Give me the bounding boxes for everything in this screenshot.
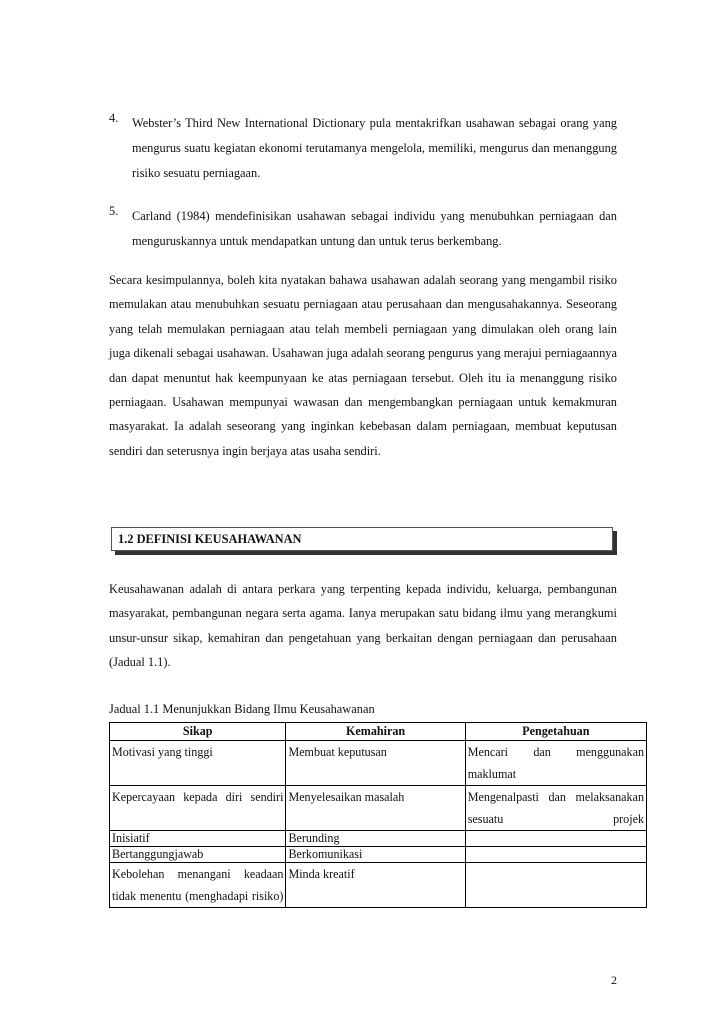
table-cell: Berkomunikasi <box>286 847 465 863</box>
table-cell: Menyelesaikan masalah <box>286 786 465 831</box>
list-number: 4. <box>109 111 119 125</box>
table-cell <box>465 831 646 847</box>
definition-paragraph: Keusahawanan adalah di antara perkara yang terpenting kepada individu, keluarga, pembangunan masyarakat, pembangunan negara serta agama. Ianya merupakan satu bidang ilmu yang merangkumi unsur-unsur sikap, kemahiran dan pengetahuan yang berkaitan dengan perniagaan dan perusahaan (Jadual 1.1). <box>109 582 617 670</box>
table-row <box>110 847 647 863</box>
list-item-4 <box>109 111 617 186</box>
header-sikap: Sikap <box>110 723 286 741</box>
table-row <box>110 831 647 847</box>
header-kemahiran: Kemahiran <box>286 723 465 741</box>
table-cell: Minda kreatif <box>286 863 465 908</box>
table-cell: Kepercayaan kepada diri sendiri <box>110 786 286 831</box>
table-row <box>110 786 647 831</box>
table-caption: Jadual 1.1 Menunjukkan Bidang Ilmu Keusahawanan <box>109 702 375 716</box>
table-cell <box>465 863 646 908</box>
list-text: Webster’s Third New International Dictionary pula mentakrifkan usahawan sebagai orang yang mengurus suatu kegiatan ekonomi terutamanya mengelola, memiliki, mengurus dan menanggung risiko sesuatu perniagaan. <box>132 116 617 180</box>
table-cell: Membuat keputusan <box>286 741 465 786</box>
table-cell: Inisiatif <box>110 831 286 847</box>
table-cell: Bertanggungjawab <box>110 847 286 863</box>
page-number: 2 <box>611 973 617 987</box>
conclusion-paragraph: Secara kesimpulannya, boleh kita nyatakan bahawa usahawan adalah seorang yang mengambil risiko memulakan atau menubuhkan sesuatu perniagaan atau perusahaan dan mengusahakannya. Seseorang yang telah memulakan perniagaan atau telah membeli perniagaan yang dimulakan oleh orang lain juga dikenali sebagai usahawan. Usahawan juga adalah seorang pengurus yang merajui perniagaannya dan dapat menuntut hak keempunyaan ke atas perniagaan tersebut. Oleh itu ia menanggung risiko perniagaan. Usahawan mempunyai wawasan dan mengembangkan perniagaan untuk kemakmuran masyarakat. Ia adalah seseorang yang inginkan kebebasan dalam perniagaan, membuat keputusan sendiri dan seterusnya ingin berjaya atas usaha sendiri. <box>109 273 617 458</box>
section-heading-box <box>111 527 613 551</box>
table-row <box>110 741 647 786</box>
table-cell: Mencari dan menggunakan maklumat <box>465 741 646 786</box>
table-cell: Motivasi yang tinggi <box>110 741 286 786</box>
table-header-row <box>110 723 647 741</box>
table-row <box>110 863 647 908</box>
list-item-5 <box>109 204 617 254</box>
knowledge-table <box>109 722 647 908</box>
table-cell: Mengenalpasti dan melaksanakan sesuatu projek <box>465 786 646 831</box>
section-heading: 1.2 DEFINISI KEUSAHAWANAN <box>118 532 302 546</box>
list-number: 5. <box>109 204 119 218</box>
header-pengetahuan: Pengetahuan <box>465 723 646 741</box>
list-text: Carland (1984) mendefinisikan usahawan sebagai individu yang menubuhkan perniagaan dan menguruskannya untuk mendapatkan untung dan untuk terus berkembang. <box>132 209 617 248</box>
table-cell: Kebolehan menangani keadaan tidak menentu (menghadapi risiko) <box>110 863 286 908</box>
table-cell <box>465 847 646 863</box>
table-cell: Berunding <box>286 831 465 847</box>
